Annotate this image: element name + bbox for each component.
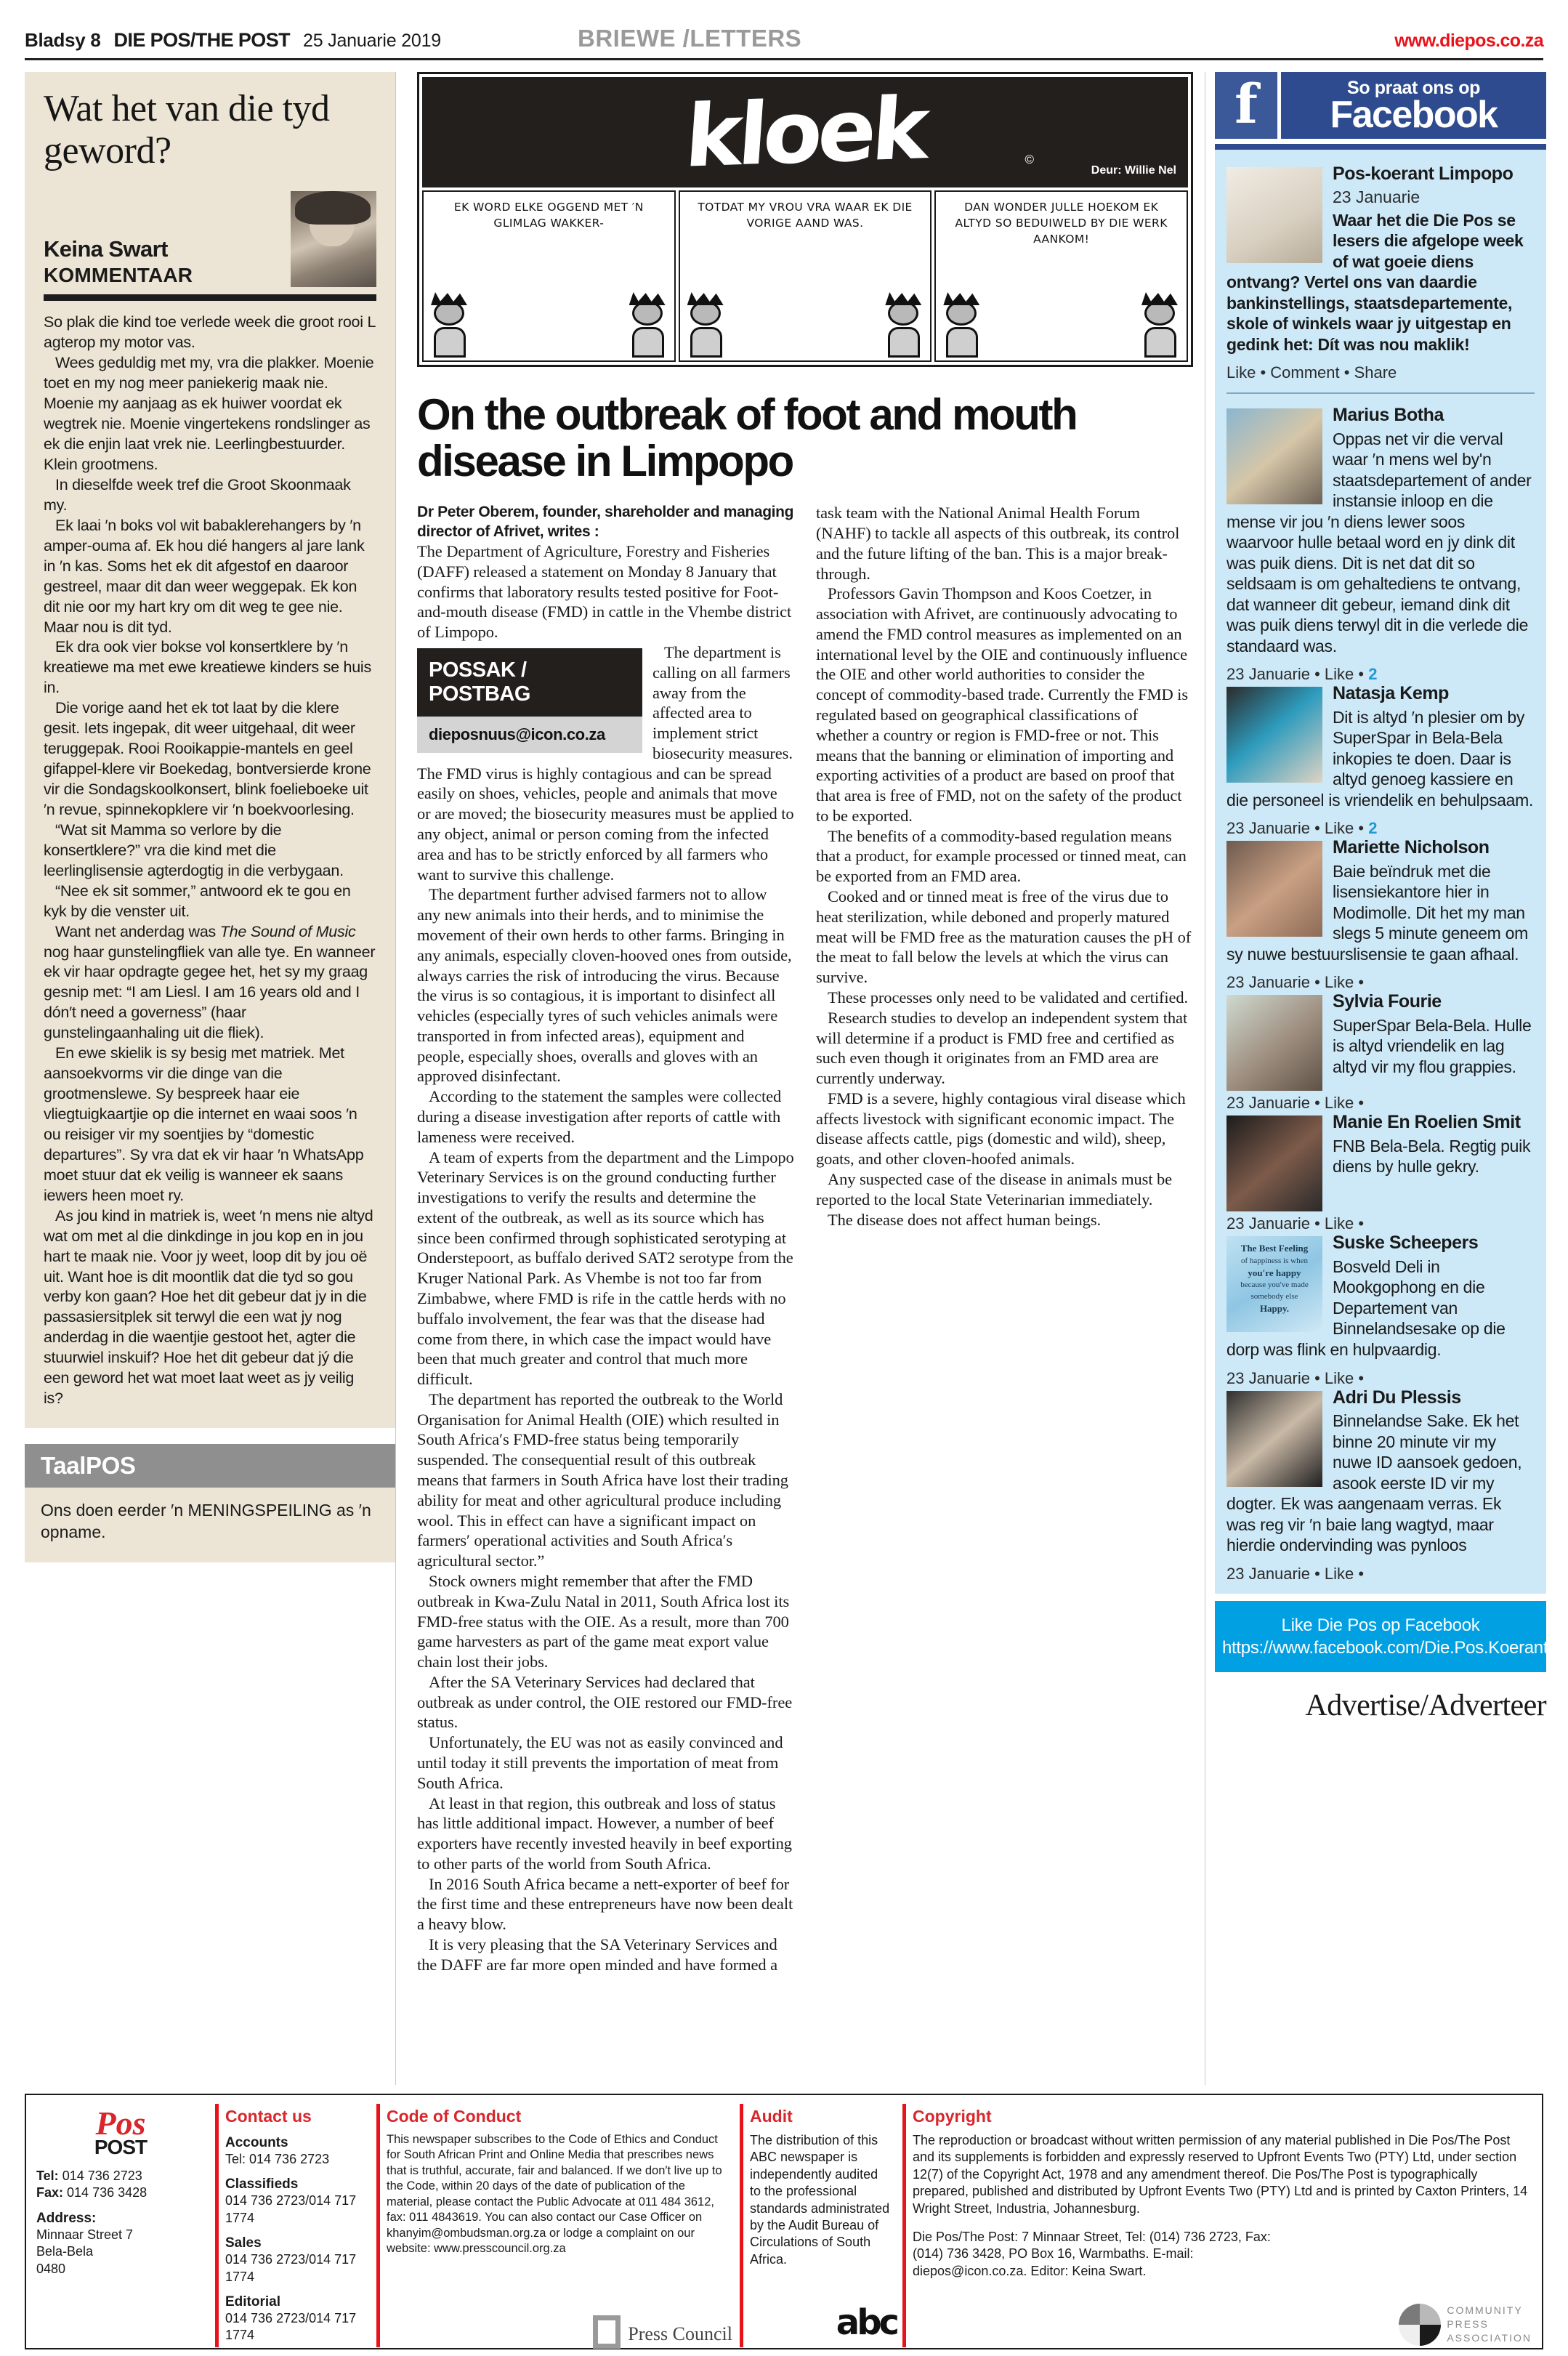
facebook-sidebar [1215, 72, 1546, 2085]
audit-heading: Audit [750, 2107, 793, 2126]
opinion-paragraph: Ek laai ′n boks vol wit babaklerehangers by ′n amper-ouma af. Ek hou dié hangers al jare lank in ′n kas. Soms het ek dit afgestof en daaroor gestreel, maar dit dan weer weggepak. Ek kon dit nie oor my hart kry om dit weg te gee nie. Maar nou is dit tyd. [44, 516, 365, 636]
masthead-rule [25, 58, 1543, 60]
contact-item-label: Sales [225, 2235, 262, 2251]
character-body-icon [1144, 327, 1176, 358]
column-divider-1 [395, 72, 405, 2085]
facebook-title-block [1281, 72, 1546, 139]
comment-meta[interactable]: 23 Januarie • Like • [1226, 1214, 1365, 1233]
footer-contact-cell [215, 2095, 376, 2356]
comment-meta[interactable]: 23 Januarie • Like • [1226, 1564, 1365, 1583]
copyright-icon: © [1025, 153, 1034, 166]
article-paragraph: The department has reported the outbreak to the World Organisation for Animal Health (OIE) which resulted in South Africa′s FMD-free status being temporarily suspended. The consequential result of this outbreak means that farmers in South Africa have lost their trading ability for meat and other agricultural produce including wool. This in effect can have a significant impact on farmers′ operational activities and South Africa′s agricultural sector.” [417, 1389, 788, 1570]
facebook-comment [1226, 992, 1535, 1113]
pos-logo-script: Pos [95, 2105, 146, 2142]
contact-item-label: Accounts [225, 2135, 288, 2150]
commenter-name[interactable]: Marius Botha [1333, 405, 1444, 426]
commenter-name[interactable]: Adri Du Plessis [1333, 1387, 1461, 1408]
comment-meta[interactable]: 23 Januarie • Like • 2 [1226, 819, 1378, 838]
article-paragraph: The benefits of a commodity-based regulation means that a product, for example processed or tinned meat, can be exported from an FMD area. [816, 826, 1187, 886]
post-logo-block: POST [94, 2136, 147, 2159]
article-paragraphs [417, 503, 1193, 1978]
commenter-avatar [1226, 841, 1322, 937]
article-paragraph: According to the statement the samples were collected during a disease investigation after reports of cattle with lameness were received. [417, 1087, 782, 1146]
community-press-association-logo [1399, 2304, 1532, 2346]
quote-image-text: The Best Feeling of happiness is when you′re happy because you′ve made somebody else Happy. [1240, 1243, 1309, 1314]
left-column [25, 72, 395, 2085]
facebook-separator [1226, 392, 1535, 394]
comment-meta[interactable]: 23 Januarie • Like • [1226, 1368, 1365, 1387]
opinion-title: Wat het van die tyd geword? [44, 88, 330, 172]
article-paragraph: The department further advised farmers not to allow any new animals into their herds, and to minimise the movement of their own herds to other farms. Bringing in any animals, especially cloven-hooved ones from outside, always carries the risk of introducing the virus. Because the virus is so contagious, it is important to disinfect all vehicles (especially tyres of such vehicles animals were transported in from infected areas), equipment and people, especially shoes, overalls and gloves with an approved disinfectant. [417, 885, 792, 1086]
comic-panel [934, 190, 1188, 362]
character-body-icon [690, 327, 722, 358]
opinion-byline [44, 191, 376, 287]
commenter-name[interactable]: Natasja Kemp [1333, 683, 1449, 704]
cpa-l1: COMMUNITY [1447, 2304, 1523, 2317]
comment-meta[interactable]: 23 Januarie • Like • [1226, 1094, 1365, 1113]
masthead [25, 0, 1543, 58]
opinion-paragraph: “Nee ek sit sommer,” antwoord ek te gou en kyk by die venster uit. [44, 882, 351, 920]
footer-fax-value: 014 736 3428 [67, 2185, 147, 2200]
opinion-paragraph: As jou kind in matriek is, weet ′n mens nie altyd wat om met al die dinkdinge in jou kop en in jou hart te maak nie. Voor jy weet, loop dit by jou oë uit. Want hoe is dit moontlik dat die tyd so gou verby kon gaan? Hoe het dit gebeur dat jy in die passasiersitplek sit terwyl die een wat jy nog anderdag in die waentjie gestoot het, agter die stuurwiel inskuif? Hoe het dit gebeur dat jý die een geword het wat moet laat weet as jy veilig is? [44, 1206, 373, 1408]
comic-panel-caption: EK WORD ELKE OGGEND MET ′N GLIMLAG WAKKER- [453, 201, 644, 230]
footer-copyright-cell [902, 2095, 1542, 2356]
article-paragraph: It is very pleasing that the SA Veterinary Services and the DAFF are far more open minded and have formed a task team with the National Animal Health Forum (NAHF) to tackle all aspects of this outbreak, its control and the future lifting of the ban. This is a major break-through. [417, 504, 1180, 1974]
abc-logo-icon: abc [836, 2301, 897, 2343]
facebook-comment [1226, 1233, 1535, 1387]
opinion-paragraph: Wees geduldig met my, vra die plakker. Moenie toet en my nog meer paniekerig maak nie. Moenie my aanjaag as ek huiwer voordat ek wegtrek nie. Moenie vingertekens rondslinger as ek die enjin laat vrek nie. Leerlingbestuurder. Klein grootmens. [44, 354, 374, 474]
issue-date: 25 Januarie 2019 [303, 31, 442, 51]
comic-character-left [434, 301, 466, 358]
audit-text: The distribution of this ABC newspaper is independently audited to the professional standards administrated by the Audit Bureau of Circulations of South Africa. [750, 2133, 890, 2267]
footer-tel-label: Tel: [36, 2168, 59, 2183]
comic-logo-banner [422, 77, 1188, 187]
pos-post-logo [36, 2105, 205, 2159]
facebook-kicker: So praat ons op [1347, 77, 1480, 98]
contact-item-value: 014 736 2723/014 717 1774 [225, 2252, 357, 2284]
paper-name: DIE POS/THE POST [113, 29, 290, 51]
address-line: Bela-Bela [36, 2244, 94, 2259]
contact-item-label: Classifieds [225, 2177, 299, 2192]
character-body-icon [888, 327, 920, 358]
facebook-comment [1226, 1113, 1535, 1233]
character-head-icon [632, 301, 663, 326]
character-head-icon [690, 301, 721, 326]
contact-item-value: 014 736 2723/014 717 1774 [225, 2310, 357, 2343]
footer-audit-cell [740, 2095, 902, 2356]
comic-panel-row [422, 190, 1188, 362]
advertise-label: Advertise/Adverteer [1305, 1689, 1546, 1722]
facebook-post-text: Waar het die Die Pos se lesers die afgelope week of wat goeie diens ontvang? Vertel ons van daardie bankinstellings, staatsdepartemente, skole of winkels waar jy uitgestap en gedink het: Dít was nou maklik! [1226, 210, 1524, 354]
opinion-paragraph: “Wat sit Mamma so verlore by die konsertklere?” vra die kind met die leerlinglisensie agterdogtig in die verbygaan. [44, 820, 344, 879]
comic-strip [417, 72, 1193, 367]
press-council-l2: Council [672, 2323, 732, 2344]
article-paragraph: Professors Gavin Thompson and Koos Coetzer, in association with Afrivet, are continuously advocating to amend the FMD control measures as implemented on an international level by the OIE and continuously influence the OIE and other world authorities to consider the concept of commodity-based trade. Currently the FMD is regulated based on geographical classifications of whether a country or region is FMD-free or not. This means that the banning or elimination of importing and exporting activities of a product are based on proof that that area is free of FMD, not on the safety of the product to be exported. [816, 584, 1188, 825]
commenter-avatar [1226, 408, 1322, 504]
press-council-l1: Press [628, 2323, 668, 2344]
facebook-page-name[interactable]: Pos-koerant Limpopo [1333, 164, 1514, 184]
copyright-text: The reproduction or broadcast without written permission of any material published in Die Pos/The Post and its supplements is forbidden and expressly reserved to Upfront Events Two (PTY) Ltd, under section 12(7) of the Copyright Act, 1978 and any amendment thereof. Die Pos/The Post is typographically prepared, published and distributed by Upfront Events Two (PTY) Ltd and is printed by Caxton Printers, 14 Wright Street, Industria, Johannesburg. [913, 2133, 1528, 2216]
press-council-logo [593, 2315, 732, 2349]
contact-item-value: Tel: 014 736 2723 [225, 2152, 330, 2166]
character-body-icon [434, 327, 466, 358]
footer-address-label: Address: [36, 2210, 97, 2226]
comic-panel-caption: DAN WONDER JULLE HOEKOM EK ALTYD SO BEDUIWELD BY DIE WERK AANKOM! [955, 201, 1168, 246]
article-paragraph: These processes only need to be validated and certified. [828, 988, 1189, 1006]
website-url[interactable]: www.diepos.co.za [1394, 31, 1543, 51]
comic-character-right [632, 301, 664, 358]
commenter-avatar [1226, 687, 1322, 783]
code-of-conduct-text: This newspaper subscribes to the Code of Ethics and Conduct for South African Print and Online Media that prescribes news that is truthful, accurate, fair and balanced. If we don′t live up to the Code, within 20 days of the date of publication of the material, please contact the Public Advocate at 011 484 3612, fax: 011 4843619. You can also contact our Case Officer on khanyim@ombudsman.org.za or lodge a complaint on our website: www.presscouncil.org.za [387, 2133, 722, 2256]
footer-fax-line [36, 2184, 205, 2201]
facebook-comment [1226, 1388, 1535, 1584]
address-line: Minnaar Street 7 [36, 2227, 134, 2242]
article-paragraph: A team of experts from the department and the Limpopo Veterinary Services is on the ground conducting further investigations to verify the results and determine the extent of the outbreak, as well as its source which has since been confirmed through sophisticated serotyping at Onderstepoort, as buffalo derived SAT2 serotype from the Kruger National Park. As Vhembe is not too far from Zimbabwe, where FMD is rife in the cattle herds with no buffalo involvement, the fear was that the disease had come from there, in which case the impact would have been that much greater and control that much more difficult. [417, 1147, 794, 1389]
page-footer [25, 2094, 1543, 2349]
opinion-paragraph: Want net anderdag was The Sound of Music nog haar gunstelingfliek van alle tye. En wanneer ek vir haar opdragte gegee het, het sy my graag gesnip met: “I am Liesl. I am 16 years old and I dón′t need a governess” (haar gunstelingaanhaling uit die fliek). [44, 922, 376, 1042]
facebook-header [1215, 72, 1546, 139]
cpa-l3: ASSOCIATION [1447, 2332, 1532, 2344]
comic-character-left [690, 301, 722, 358]
center-column [405, 72, 1205, 2085]
facebook-post-date: 23 Januarie [1333, 187, 1421, 206]
opinion-paragraph: So plak die kind toe verlede week die groot rooi L agterop my motor vas. [44, 313, 376, 352]
article-paragraph: The Department of Agriculture, Forestry and Fisheries (DAFF) released a statement on Monday 8 January that confirms that laboratory results tested positive for Foot-and-mouth disease (FMD) in cattle in the Vhembe district of Limpopo. [417, 542, 792, 642]
comment-text: SuperSpar Bela-Bela. Hulle is altyd vriendelik en lag altyd vir my flou grappies. [1333, 1015, 1532, 1076]
comic-credit: Deur: Willie Nel [1091, 164, 1176, 177]
article-headline: On the outbreak of foot and mouth disease in Limpopo [417, 390, 1077, 485]
facebook-root-post [1226, 164, 1535, 382]
taalpos-heading: TaalPOS [25, 1444, 395, 1488]
facebook-comment [1226, 838, 1535, 992]
comment-text: Oppas net vir die verval waar ′n mens wel by'n staatsdepartement of ander instansie inloop en die mense vir jou ′n diens lewer soos waarvoor hulle betaal word en jy dink dit was puik diens. Dit is net dat dit so seldsaam is om gehaltediens te ontvang, dat wanneer dit gebeur, iemand dink dit was puik diens terwyl dit in die verlede die standaard was. [1226, 429, 1532, 655]
character-body-icon [946, 327, 978, 358]
like-count: 2 [1368, 819, 1378, 838]
commenter-name[interactable]: Suske Scheepers [1333, 1233, 1479, 1254]
contact-items [225, 2135, 366, 2344]
contact-item-label: Editorial [225, 2294, 281, 2309]
page-folio: Bladsy 8 [25, 29, 101, 51]
facebook-strip [1215, 144, 1546, 150]
postbag-box [417, 648, 642, 753]
opinion-paragraph: Ek dra ook vier bokse vol konsertklere by ′n kreatiewe ma met ewe kreatiewe kinders se huis in. [44, 638, 371, 697]
article-paragraph: Research studies to develop an independent system that will determine if a product is FMD free and certified as such even though it originates from an FMD area are currently underway. [816, 1008, 1188, 1088]
copyright-address: Die Pos/The Post: 7 Minnaar Street, Tel: (014) 736 2723, Fax: (014) 736 3428, PO Box 16, Warmbaths. E-mail: diepos@icon.co.za. Editor: Keina Swart. [913, 2229, 1271, 2278]
opinion-author-role: KOMMENTAAR [44, 264, 193, 287]
facebook-comment [1226, 406, 1535, 684]
character-head-icon [434, 301, 464, 326]
opinion-paragraph: In dieselfde week tref die Groot Skoonmaak my. [44, 475, 351, 514]
page-avatar [1226, 167, 1322, 263]
facebook-comment [1226, 684, 1535, 838]
facebook-feed [1215, 150, 1546, 1594]
comment-meta[interactable]: 23 Januarie • Like • 2 [1226, 665, 1378, 684]
section-title: BRIEWE /LETTERS [578, 25, 802, 52]
commenter-avatar [1226, 995, 1322, 1091]
article-paragraph: Unfortunately, the EU was not as easily convinced and until today it still prevents the importation of meat from South Africa. [417, 1733, 783, 1792]
article-paragraph: The disease does not affect human beings. [828, 1210, 1101, 1229]
comment-text: FNB Bela-Bela. Regtig puik diens by hulle gekry. [1333, 1136, 1531, 1177]
comment-text: Bosveld Deli in Mookgophong en die Departement van Binnelandsesake op die dorp was flink en hulpvaardig. [1226, 1256, 1506, 1359]
postbag-email[interactable]: dieposnuus@icon.co.za [417, 717, 642, 753]
press-council-mark-icon [593, 2315, 621, 2349]
article-lede: Dr Peter Oberem, founder, shareholder and managing director of Afrivet, writes : [417, 504, 794, 540]
copyright-heading: Copyright [913, 2107, 992, 2126]
article-body [417, 503, 1193, 1978]
author-headshot-image [291, 191, 376, 287]
cpa-l2: PRESS [1447, 2318, 1489, 2331]
facebook-cta-banner[interactable]: Like Die Pos op Facebook https://www.facebook.com/Die.Pos.Koerant [1215, 1601, 1546, 1672]
commenter-avatar [1226, 1236, 1322, 1332]
comment-text: Binnelandse Sake. Ek het binne 20 minute vir my nuwe ID aansoek gedoen, asook eerste ID vir my dogter. Ek was aangenaam verras. Ek was reg vir ′n baie lang wagtyd, maar hierdie ondervinding was pynloos [1226, 1411, 1522, 1555]
comment-meta[interactable]: 23 Januarie • Like • [1226, 973, 1365, 992]
code-of-conduct-heading: Code of Conduct [387, 2107, 522, 2126]
character-head-icon [946, 301, 977, 326]
article-paragraph: FMD is a severe, highly contagious viral disease which affects livestock with significant economic impact. The disease affects cattle, pigs (domestic and wild), sheep, goats, and other cloven-hoofed animals. [816, 1089, 1186, 1169]
address-line: 0480 [36, 2261, 66, 2276]
character-head-icon [1144, 301, 1175, 326]
postbag-title: POSSAK / POSTBAG [417, 648, 642, 717]
facebook-post-actions[interactable]: Like • Comment • Share [1226, 363, 1397, 382]
opinion-paragraph: Die vorige aand het ek tot laat by die klere gesit. Iets ingepak, dit weer uitgehaal, dit weer teruggepak. Rooi Rooikappie-mantels en geel gifappel-klere vir Boekedag, bontversierde krone vir die Sondagskoolkonsert, blink foelieboeke uit ′n revue, spinnekopklere vir ′n boekvoorlesing. [44, 699, 371, 818]
footer-tel-line [36, 2168, 205, 2184]
comic-character-right [888, 301, 920, 358]
like-count: 2 [1368, 665, 1378, 684]
byline-rule [44, 294, 376, 301]
opinion-paragraph: En ewe skielik is sy besig met matriek. Met aansoekvorms vir die dinge van die grootmenslewe. Sy bespreek haar eie vliegtuigkaartjie op die internet en waai soos ′n ou reisiger vir my soentjies by “domestic departures”. Sy vra dat ek vir haar ′n WhatsApp moet stuur dat ek veilig is wanneer ek saans iewers heen moet ry. [44, 1044, 364, 1204]
article-paragraph: Cooked and or tinned meat is free of the virus due to heat sterilization, while deboned and properly matured meat will be FMD free as the maturation causes the pH of the meat to fall below the levels at which the virus can survive. [816, 887, 1192, 987]
footer-conduct-cell [376, 2095, 740, 2356]
comic-character-left [946, 301, 978, 358]
column-divider-2 [1205, 72, 1215, 2085]
opinion-author-name: Keina Swart [44, 236, 168, 262]
character-body-icon [632, 327, 664, 358]
character-head-icon [888, 301, 918, 326]
contact-us-heading: Contact us [225, 2107, 312, 2126]
comment-text: Baie beïndruk met die lisensiekantore hier in Modimolle. Dit het my man slegs 5 minute geneem om sy nuwe bestuurslisensie te gaan afhaal. [1226, 861, 1528, 964]
footer-fax-label: Fax: [36, 2185, 64, 2200]
opinion-body [44, 312, 376, 1409]
commenter-name[interactable]: Sylvia Fourie [1333, 991, 1442, 1012]
cpa-mark-icon [1399, 2304, 1441, 2346]
contact-item-value: 014 736 2723/014 717 1774 [225, 2193, 357, 2225]
comic-panel-caption: TOTDAT MY VROU VRA WAAR EK DIE VORIGE AAND WAS. [698, 201, 913, 230]
facebook-wordmark: Facebook [1330, 93, 1498, 136]
article-paragraph: The department is calling on all farmers away from the affected area to implement strict biosecurity measures. The FMD virus is highly contagious and can be spread easily on shoes, vehicles, people and animals that move or are moved; the biosecurity measures must be applied to any object, animal or person coming from the infected area and has to be strictly enforced by all farmers who want to survive this challenge. [417, 643, 794, 884]
opinion-column [25, 72, 395, 1428]
comic-panel [679, 190, 932, 362]
comic-panel [422, 190, 676, 362]
taalpos-body: Ons doen eerder ′n MENINGSPEILING as ′n opname. [25, 1488, 395, 1562]
footer-masthead-cell [26, 2095, 215, 2356]
facebook-icon: f [1215, 72, 1277, 139]
article-paragraph: After the SA Veterinary Services had declared that outbreak as under control, the OIE restored our FMD-free status. [417, 1672, 793, 1732]
commenter-name[interactable]: Manie En Roelien Smit [1333, 1112, 1521, 1133]
commenter-avatar [1226, 1116, 1322, 1211]
commenter-name[interactable]: Mariette Nicholson [1333, 837, 1490, 858]
cpa-text [1447, 2304, 1532, 2345]
article-paragraph: At least in that region, this outbreak and loss of status has little additional impact. However, a number of beef exporters have recently invested heavily in beef exporting to other parts of the world from South Africa. [417, 1794, 792, 1873]
article-paragraph: In 2016 South Africa became a nett-exporter of beef for the first time and these entrepreneurs have now been dealt a heavy blow. [417, 1874, 793, 1934]
footer-tel-value: 014 736 2723 [62, 2168, 142, 2183]
article-paragraph: Stock owners might remember that after the FMD outbreak in Kwa-Zulu Natal in 2011, South Africa lost its FMD-free status with the OIE. As a result, more than 700 game harvesters as part of the game meat export value chain lost their jobs. [417, 1571, 790, 1671]
article-paragraph: Any suspected case of the disease in animals must be reported to the local State Veterinarian immediately. [816, 1169, 1173, 1209]
footer-address-lines [36, 2227, 205, 2278]
facebook-comment-list [1226, 406, 1535, 1584]
comic-logo-text: kloek [682, 78, 929, 187]
commenter-avatar [1226, 1391, 1322, 1487]
page-grid [25, 72, 1548, 2085]
comic-character-right [1144, 301, 1176, 358]
comment-text: Dit is altyd ′n plesier om by SuperSpar in Bela-Bela inkopies te doen. Daar is altyd genoeg kassiere en die personeel is vriendelik en behulpsaam. [1226, 707, 1534, 810]
